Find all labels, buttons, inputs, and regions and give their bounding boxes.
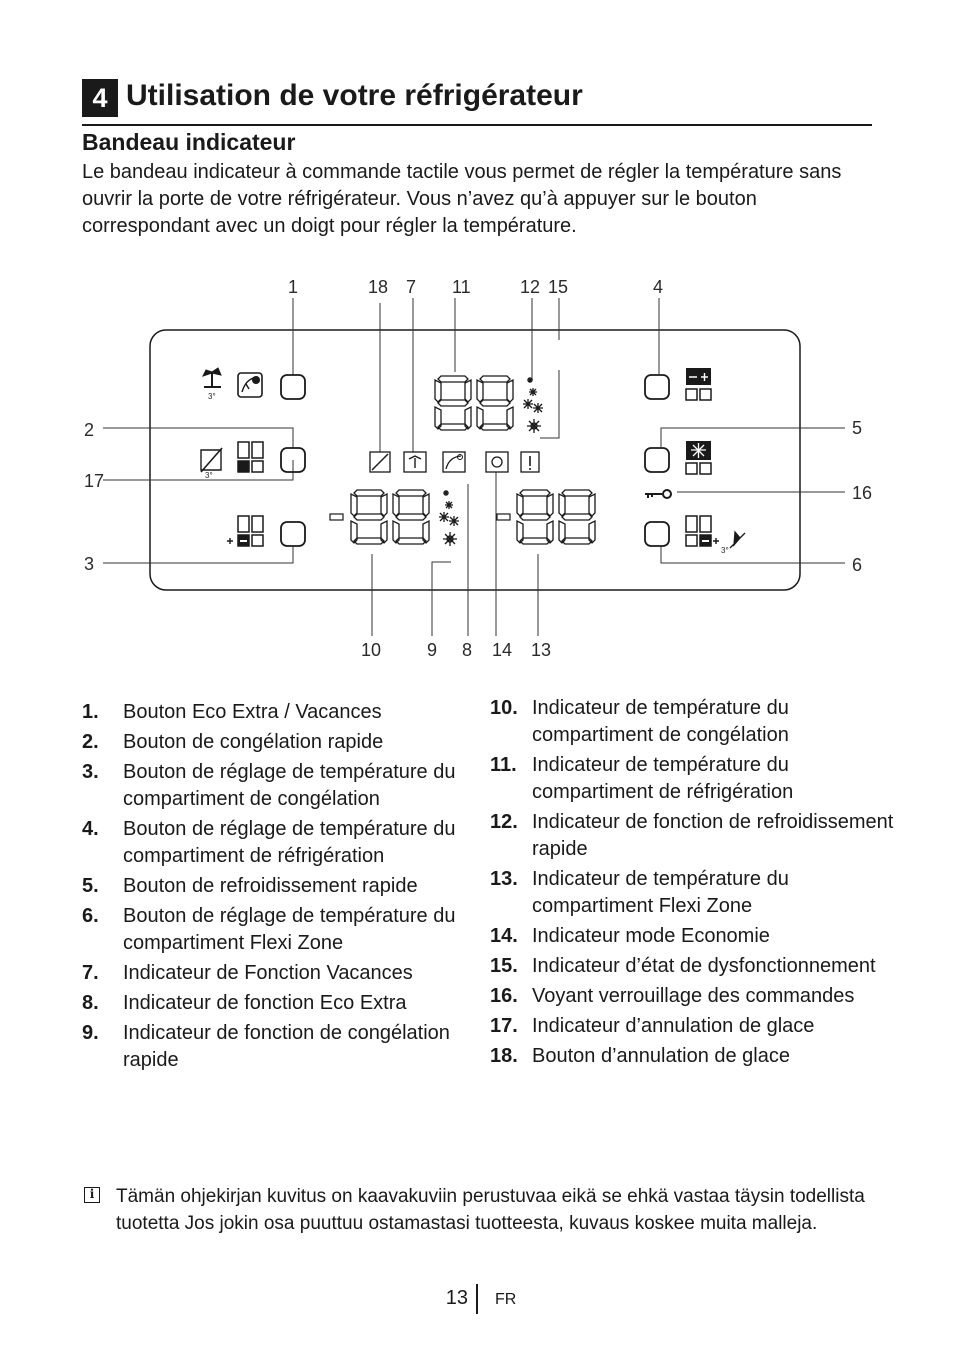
callout-12: 12 <box>520 277 541 297</box>
quick-cool-button[interactable] <box>645 448 669 472</box>
callout-10: 10 <box>361 640 382 660</box>
list-item: 18. Bouton d’annulation de glace <box>490 1045 790 1067</box>
callout-14: 14 <box>492 640 513 660</box>
list-item: 7. Indicateur de Fonction Vacances <box>82 962 413 984</box>
list-item: 1. Bouton Eco Extra / Vacances <box>82 701 382 723</box>
quick-cool-icon <box>686 441 711 474</box>
section-intro: Le bandeau indicateur à commande tactile vous permet de régler la température sans ouvrir la porte de votre réfrigérateur. Vous n’avez qu’à appuyer sur le bouton correspondant avec un doigt pour régler la température. <box>82 161 842 237</box>
chapter-title: Utilisation de votre réfrigérateur <box>126 79 583 112</box>
callout-2: 2 <box>84 420 95 440</box>
list-item: 8. Indicateur de fonction Eco Extra <box>82 992 407 1014</box>
degree-label: 3° <box>721 546 729 555</box>
freezer-temp-display <box>330 490 429 544</box>
list-item: 10. Indicateur de température du compartiment de congélation <box>490 697 789 746</box>
callout-11: 11 <box>452 277 471 297</box>
list-item: 6. Bouton de réglage de température du compartiment Flexi Zone <box>82 905 456 954</box>
section-title: Bandeau indicateur <box>82 129 296 155</box>
ice-cancel-icon <box>201 448 222 472</box>
legend-list-left <box>82 699 472 1077</box>
info-note-text: Tämän ohjekirjan kuvitus on kaavakuviin perustuvaa eikä se ehkä vastaa täysin todellista tuotetta Jos jokin osa puuttuu ostamastasi tuotteesta, kuvaus koskee muita malleja. <box>116 1186 865 1234</box>
list-item: 11. Indicateur de température du compartiment de réfrigération <box>490 754 794 803</box>
list-item: 13. Indicateur de température du compartiment Flexi Zone <box>490 868 789 917</box>
economy-mode-indicator-icon <box>486 452 508 472</box>
degree-label: 3° <box>205 471 213 480</box>
freezer-compartment-icon <box>238 442 263 472</box>
vacation-indicator-icon <box>404 452 426 472</box>
info-note <box>84 1183 884 1237</box>
flexi-zone-temp-button[interactable] <box>645 522 669 546</box>
callout-7: 7 <box>406 277 417 297</box>
quick-cool-snowflake-icon <box>523 377 543 433</box>
footer-divider <box>476 1284 478 1314</box>
list-item: 16. Voyant verrouillage des commandes <box>490 985 855 1007</box>
fridge-temp-button[interactable] <box>645 375 669 399</box>
callout-9: 9 <box>427 640 438 660</box>
fridge-compartment-icon <box>686 368 711 400</box>
control-panel-diagram <box>0 260 954 670</box>
callout-13: 13 <box>531 640 552 660</box>
flexi-zone-compartment-icon <box>686 516 745 548</box>
chapter-number: 4 <box>82 79 118 117</box>
list-item: 15. Indicateur d’état de dysfonctionnement <box>490 955 876 977</box>
language-code: FR <box>495 1291 517 1308</box>
palm-tree-icon <box>203 368 221 387</box>
list-item: 2. Bouton de congélation rapide <box>82 731 384 753</box>
list-item: 9. Indicateur de fonction de congélation rapide <box>82 1022 450 1071</box>
list-item: 17. Indicateur d’annulation de glace <box>490 1015 815 1037</box>
malfunction-indicator-icon <box>521 452 539 472</box>
chapter-heading <box>82 76 872 126</box>
list-item: 3. Bouton de réglage de température du compartiment de congélation <box>82 761 456 810</box>
callout-16: 16 <box>852 483 873 503</box>
degree-label: 3° <box>208 392 216 401</box>
page-footer <box>0 1284 954 1314</box>
ice-cancel-indicator-icon <box>370 452 390 472</box>
eco-extra-indicator-icon <box>443 452 465 472</box>
callout-8: 8 <box>462 640 473 660</box>
callout-6: 6 <box>852 555 863 575</box>
page-number: 13 <box>445 1287 468 1309</box>
legend-list-right <box>490 695 910 1073</box>
list-item: 5. Bouton de refroidissement rapide <box>82 875 418 897</box>
list-item: 12. Indicateur de fonction de refroidissement rapide <box>490 811 894 860</box>
callout-lines <box>103 298 845 636</box>
callout-15: 15 <box>548 277 569 297</box>
callout-5: 5 <box>852 418 863 438</box>
fridge-temp-display <box>435 376 513 430</box>
flexi-zone-temp-display <box>497 490 595 544</box>
callout-1: 1 <box>288 277 299 297</box>
key-lock-icon <box>645 490 671 498</box>
eco-extra-icon <box>238 373 262 397</box>
callout-3: 3 <box>84 554 95 574</box>
callout-18: 18 <box>368 277 389 297</box>
list-item: 4. Bouton de réglage de température du compartiment de réfrigération <box>82 818 456 867</box>
freezer-temp-compartment-icon <box>227 516 263 546</box>
callout-17: 17 <box>84 471 105 491</box>
quick-freeze-snowflake-icon <box>439 490 459 546</box>
freezer-temp-button[interactable] <box>281 522 305 546</box>
callout-4: 4 <box>653 277 664 297</box>
eco-extra-vacation-button[interactable] <box>281 375 305 399</box>
list-item: 14. Indicateur mode Economie <box>490 925 770 947</box>
info-icon: i <box>84 1187 100 1203</box>
